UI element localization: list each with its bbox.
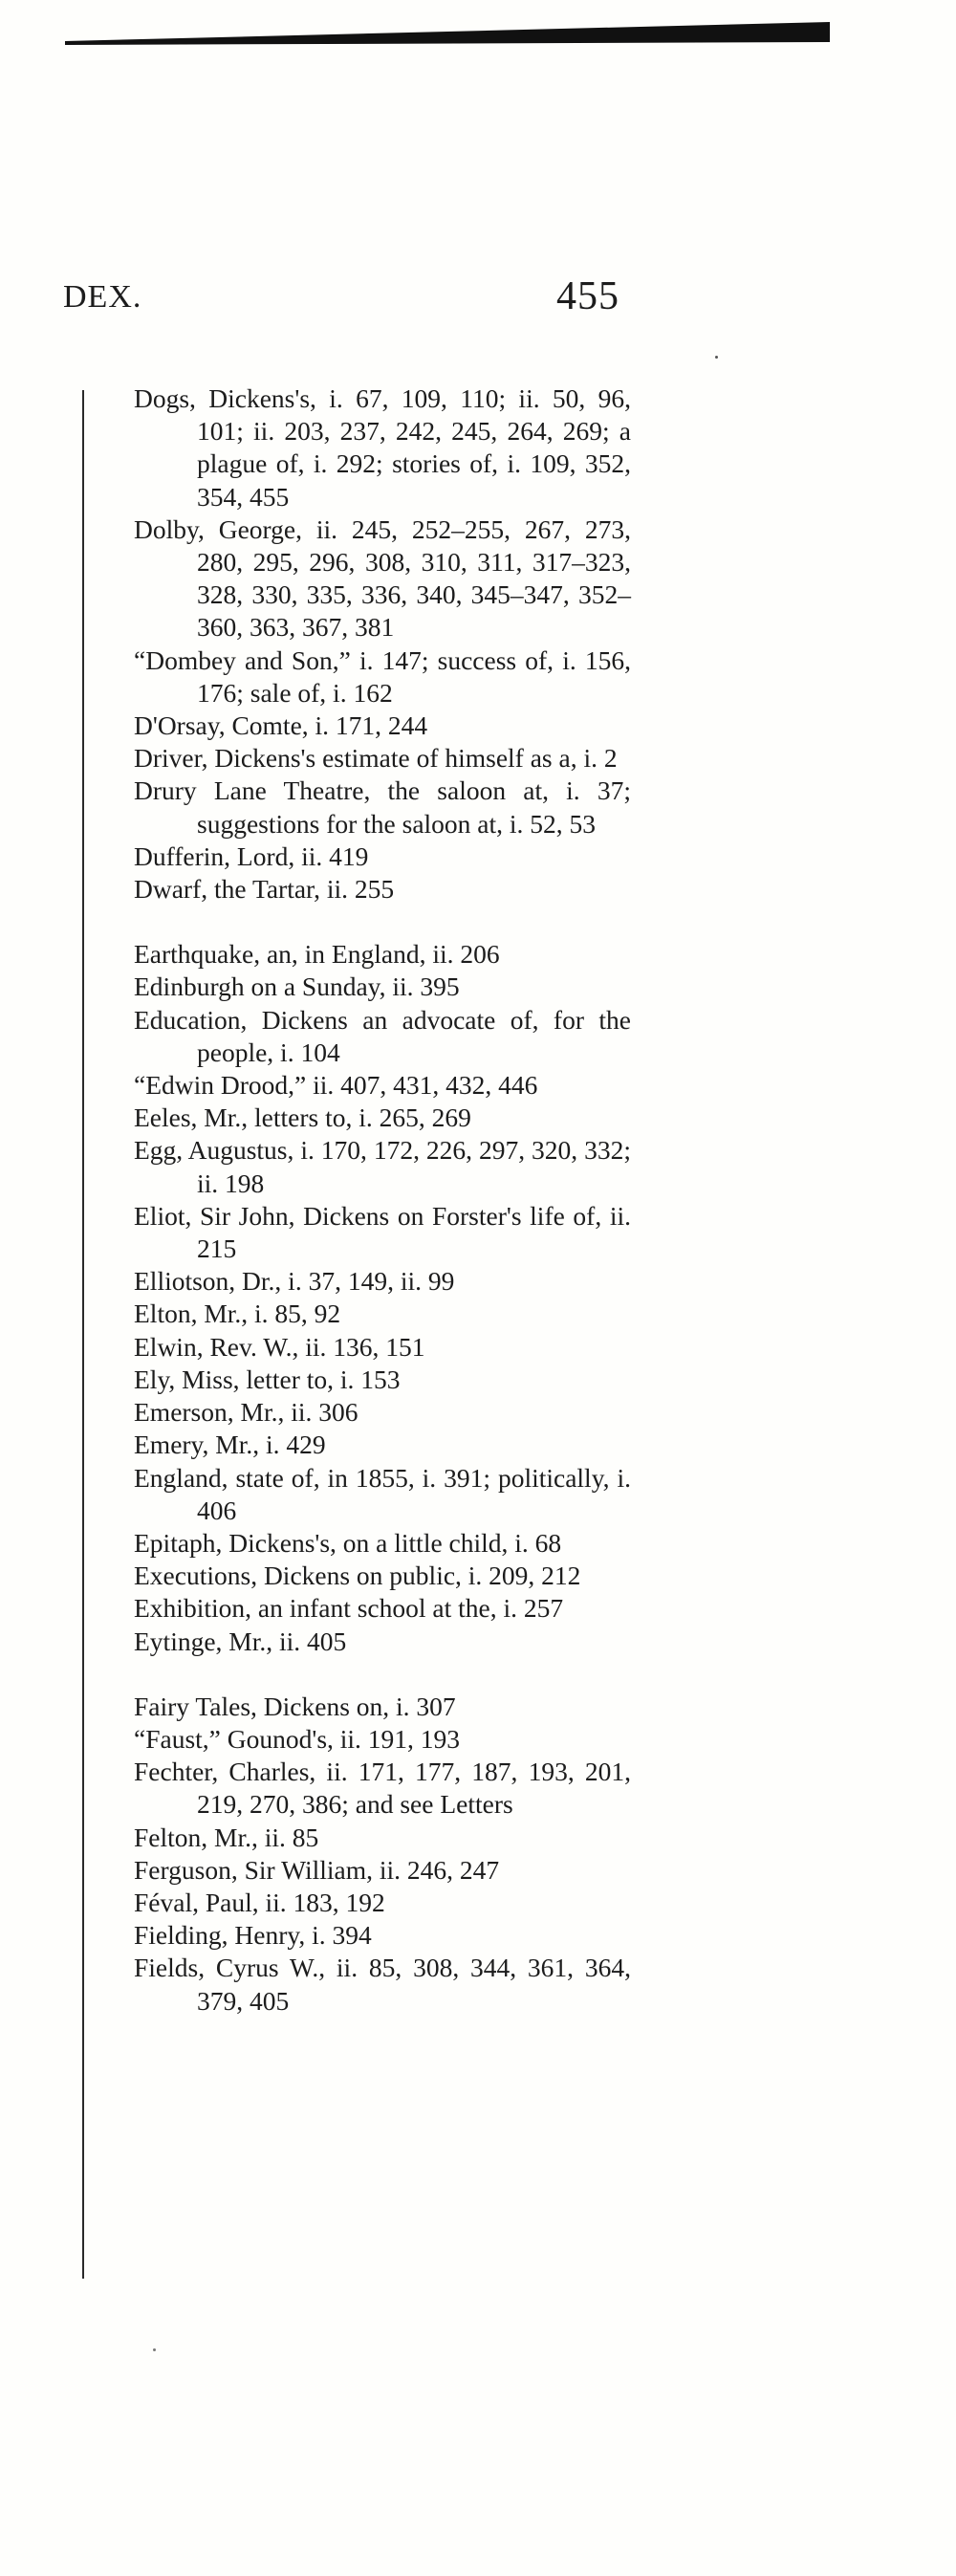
index-entry: “Dombey and Son,” i. 147; success of, i. 156, 176; sale of, i. 162 <box>134 644 631 708</box>
index-column <box>134 382 631 2018</box>
ink-speck <box>153 2348 156 2351</box>
index-entry: Eeles, Mr., letters to, i. 265, 269 <box>134 1102 471 1133</box>
index-entry: D'Orsay, Comte, i. 171, 244 <box>134 710 428 741</box>
index-entry: Dufferin, Lord, ii. 419 <box>134 840 369 871</box>
index-entry: Executions, Dickens on public, i. 209, 212 <box>134 1561 581 1591</box>
index-entry: Dogs, Dickens's, i. 67, 109, 110; ii. 50, 96, 101; ii. 203, 237, 242, 245, 264, 269; a plague of, i. 292; stories of, i. 109, 352, 354, 455 <box>134 383 631 512</box>
index-entry: Elliotson, Dr., i. 37, 149, ii. 99 <box>134 1266 455 1297</box>
index-entry: Fechter, Charles, ii. 171, 177, 187, 193, 201, 219, 270, 386; and see Letters <box>134 1757 631 1820</box>
index-entry: Emerson, Mr., ii. 306 <box>134 1397 358 1428</box>
index-entry: Fields, Cyrus W., ii. 85, 308, 344, 361, 364, 379, 405 <box>134 1953 631 2016</box>
index-entry: “Edwin Drood,” ii. 407, 431, 432, 446 <box>134 1070 538 1101</box>
index-entry: Felton, Mr., ii. 85 <box>134 1822 319 1852</box>
index-entry: Drury Lane Theatre, the saloon at, i. 37; suggestions for the saloon at, i. 52, 53 <box>134 775 631 839</box>
index-entry: Ely, Miss, letter to, i. 153 <box>134 1364 401 1394</box>
margin-rule <box>82 390 84 2279</box>
index-group-e <box>134 938 631 1657</box>
index-group-f <box>134 1691 631 2018</box>
index-entry: Eytinge, Mr., ii. 405 <box>134 1626 347 1656</box>
index-entry: Egg, Augustus, i. 170, 172, 226, 297, 320, 332; ii. 198 <box>134 1135 631 1198</box>
top-rule <box>65 21 830 46</box>
index-entry: Elwin, Rev. W., ii. 136, 151 <box>134 1331 425 1362</box>
index-entry: Dwarf, the Tartar, ii. 255 <box>134 874 395 905</box>
index-group-d <box>134 382 631 906</box>
index-entry: Eliot, Sir John, Dickens on Forster's life of, ii. 215 <box>134 1200 631 1264</box>
index-entry: Elton, Mr., i. 85, 92 <box>134 1299 341 1329</box>
page-number: 455 <box>556 274 619 318</box>
index-entry: Fairy Tales, Dickens on, i. 307 <box>134 1691 456 1721</box>
index-entry: Earthquake, an, in England, ii. 206 <box>134 939 500 970</box>
index-entry: Dolby, George, ii. 245, 252–255, 267, 273, 280, 295, 296, 308, 310, 311, 317–323, 328, 330, 335, 336, 340, 345–347, 352–360, 363, 367, 381 <box>134 513 631 643</box>
index-entry: Driver, Dickens's estimate of himself as a, i. 2 <box>134 743 618 774</box>
index-entry: England, state of, in 1855, i. 391; politically, i. 406 <box>134 1462 631 1525</box>
index-entry: Fielding, Henry, i. 394 <box>134 1920 372 1951</box>
index-entry: Féval, Paul, ii. 183, 192 <box>134 1887 385 1917</box>
index-entry: “Faust,” Gounod's, ii. 191, 193 <box>134 1723 461 1754</box>
index-entry: Epitaph, Dickens's, on a little child, i. 68 <box>134 1527 562 1558</box>
index-entry: Emery, Mr., i. 429 <box>134 1430 326 1460</box>
index-entry: Ferguson, Sir William, ii. 246, 247 <box>134 1854 500 1885</box>
index-entry: Exhibition, an infant school at the, i. 257 <box>134 1593 564 1624</box>
index-entry: Education, Dickens an advocate of, for the people, i. 104 <box>134 1004 631 1067</box>
index-entry: Edinburgh on a Sunday, ii. 395 <box>134 971 460 1002</box>
running-title: DEX. <box>63 279 142 315</box>
ink-speck <box>715 356 718 359</box>
